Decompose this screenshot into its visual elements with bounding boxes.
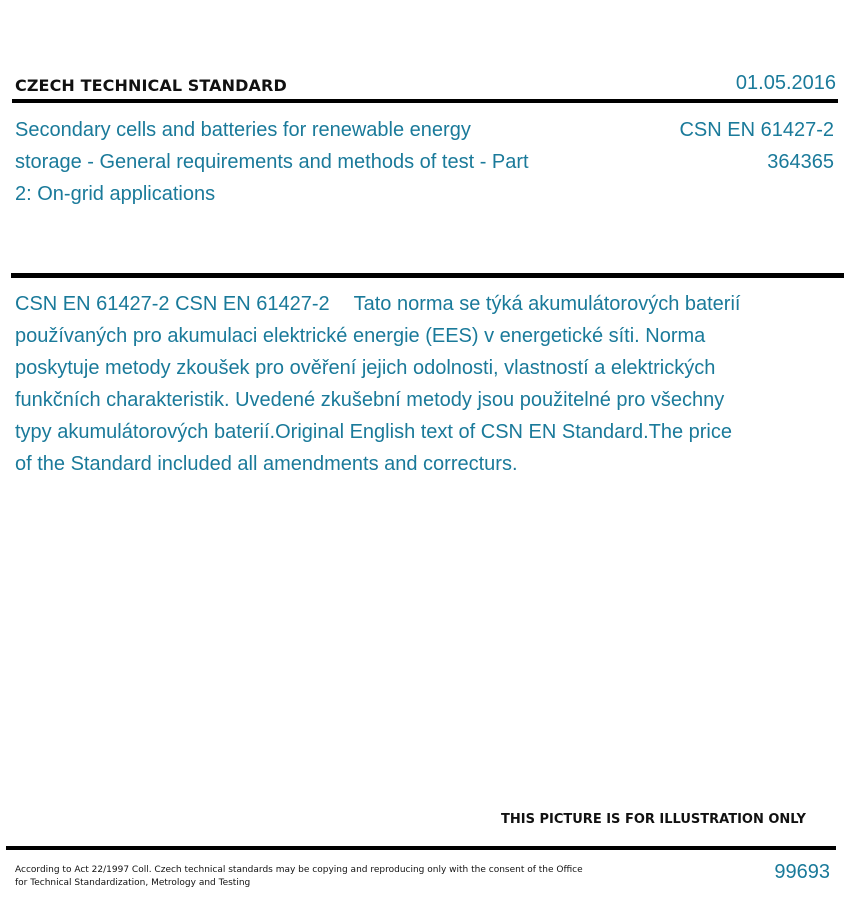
abstract-codes: CSN EN 61427-2 CSN EN 61427-2 xyxy=(15,293,330,315)
standard-codes xyxy=(679,114,834,178)
footer-divider xyxy=(6,846,836,850)
illustration-notice: THIS PICTURE IS FOR ILLUSTRATION ONLY xyxy=(501,812,806,827)
legal-notice xyxy=(15,864,595,890)
standard-code: CSN EN 61427-2 xyxy=(679,119,834,141)
abstract-text: Tato norma se týká akumulátorových baterií používaných pro akumulaci elektrické energie (EES) v energetické síti. Norma poskytuje metody zkoušek pro ověření jejich odolnosti, vlastností a elektrických funkčních charakteristik. Uvedené zkušební metody jsou použitelné pro všechny typy akumulátorových baterií.Original English text of CSN EN Standard.The price of the Standard included all amendments and correcturs. xyxy=(15,293,741,475)
abstract xyxy=(15,288,745,480)
publication-date: 01.05.2016 xyxy=(735,72,836,94)
legal-line-1: According to Act 22/1997 Coll. Czech technical standards may be copying and reproducing only with the consent of the Office xyxy=(15,865,583,875)
document-type-label: CZECH TECHNICAL STANDARD xyxy=(15,76,287,95)
header-divider xyxy=(12,99,838,103)
section-divider xyxy=(11,273,844,278)
standard-title: Secondary cells and batteries for renewable energy storage - General requirements and methods of test - Part 2: On-grid applications xyxy=(15,119,529,205)
document-number: 99693 xyxy=(774,861,830,883)
legal-line-2: for Technical Standardization, Metrology and Testing xyxy=(15,878,251,888)
catalog-number: 364365 xyxy=(767,151,834,173)
